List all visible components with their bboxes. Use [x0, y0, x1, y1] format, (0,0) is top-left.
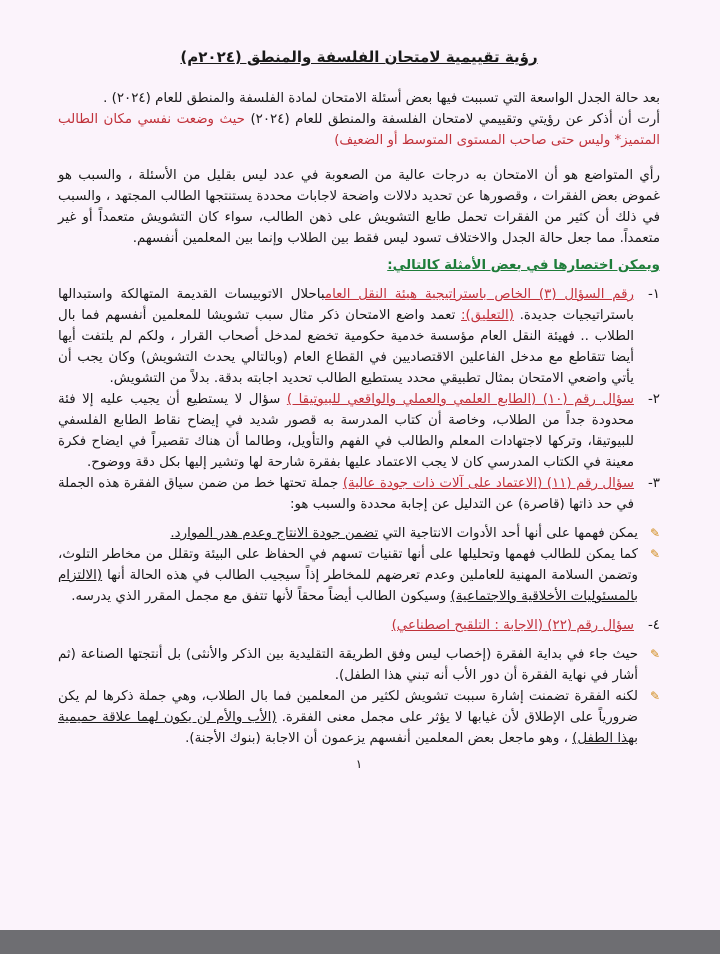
item-text: سؤال رقم (١١) (الاعتماد على آلات ذات جودة عالية) جملة تحتها خط من ضمن سياق الفقرة هذه الجملة في حد ذاتها (قاصرة) عن التدليل عن إجابة محددة والسبب هو:	[58, 476, 635, 512]
list-item	[58, 389, 660, 473]
list-item	[58, 473, 660, 515]
item-4-bullets	[58, 644, 660, 749]
comment-label: (التعليق):	[461, 308, 514, 323]
item-text	[58, 615, 634, 636]
list-item	[58, 615, 660, 636]
bullet-item: ✎ حيث جاء في بداية الفقرة (إخصاب ليس وفق الطريقة التقليدية بين الذكر والأنثى) بل أنتجتها الصناعة (ثم أشار في نهاية الفقرة أن دور الأب أنه تبني هذا الطفل).	[58, 644, 660, 686]
question-label: سؤال رقم (١١) (الاعتماد على آلات ذات جودة عالية)	[342, 476, 635, 491]
bullet-item: ✎ لكنه الفقرة تضمنت إشارة سببت تشويش لكثير من المعلمين فما بال الطلاب، وهي جملة ذكرها لم يكن ضرورياً على الإطلاق لأن غيابها لا يؤثر على مجمل معنى الفقرة. (الأب والأم لن يكون لهما علاقة حميمية بهذا الطفل) ، وهو ماجعل بعض المعلمين أنفسهم يزعمون أن الاجابة (بنوك الأجنة).	[58, 686, 660, 749]
item-3-bullets	[58, 523, 660, 607]
intro-line-1: بعد حالة الجدل الواسعة التي تسببت فيها بعض أسئلة الامتحان لمادة الفلسفة والمنطق للعام (٢٠٢٤) .	[103, 91, 660, 106]
intro-line-2b: حيث وضعت نفسي مكان الطالب المتميز* وليس حتى صاحب المستوى المتوسط أو الضعيف)	[58, 112, 660, 148]
pencil-icon: ✎	[649, 526, 660, 540]
intro-line-2	[58, 109, 660, 151]
page-number: ١	[355, 757, 363, 771]
list-item	[58, 284, 660, 389]
intro-line-2a: أرت أن أذكر عن رؤيتي وتقييمي لامتحان الفلسفة والمنطق للعام (٢٠٢٤)	[250, 112, 660, 127]
section-heading: ويمكن اختصارها في بعض الأمثلة كالتالي:	[387, 258, 660, 273]
pencil-icon: ✎	[649, 647, 660, 661]
item-number: ٢-	[647, 392, 660, 407]
item-number: ١-	[647, 287, 660, 302]
document-title: رؤية تقييمية لامتحان الفلسفة والمنطق (٢٠٢٤م)	[180, 48, 538, 66]
pencil-icon: ✎	[649, 689, 660, 703]
bullet-item: ✎ يمكن فهمها على أنها أحد الأدوات الانتاجية التي تضمن جودة الانتاج وعدم هدر الموارد.	[58, 523, 660, 544]
opinion-paragraph: رأي المتواضع هو أن الامتحان به درجات عالية من الصعوبة في عدد ليس بقليل من الأسئلة ، والسبب هو غموض بعض الفقرات ، وقصورها عن تحديد دلالات واضحة لاجابات محددة يستنتجها الطالب المجتهد ، والسبب في ذلك أن كثير من الفقرات تحمل طابع التشويش على ذهن الطالب، سواء كان التشويش متعمداً أو غير متعمداً. مما جعل حالة الجدل والاختلاف تسود ليس فقط بين الطلاب وإنما بين المعلمين أنفسهم.	[58, 168, 660, 246]
question-label: سؤال رقم (٢٢) (الاجابة : التلقيح اصطناعي)	[391, 618, 634, 633]
question-label: رقم السؤال (٣) الخاص باستراتيجية هيئة النقل العام	[324, 287, 634, 302]
item-number: ٤-	[647, 618, 660, 633]
viewer-bottom-bar	[0, 930, 720, 954]
item-text: سؤال رقم (١٠) (الطابع العلمي والعملي والواقعي للبيوتيقا ) سؤال لا يستطيع أن يجيب عليه إلا فئة محدودة جداً من الطلاب، وخاصة أن كتاب المدرسة به قصور شديد في إيضاح نقاط الطابع الفلسفي للبيوتيقا، وتركها لاجتهادات المعلم والطالب في الفهم والتأويل، وطالما أن هناك تقصيراً في ايضاح فكرة معينة في الكتاب المدرسي كان لا يجب الاعتماد عليها بفقرة شارحة لها وتشير إليها بكل دقة ووضوح.	[58, 392, 634, 470]
pencil-icon: ✎	[649, 547, 660, 561]
question-label: سؤال رقم (١٠) (الطابع العلمي والعملي والواقعي للبيوتيقا )	[286, 392, 634, 407]
item-number: ٣-	[647, 476, 660, 491]
item-text: رقم السؤال (٣) الخاص باستراتيجية هيئة النقل العامباحلال الاتوبيسات القديمة المتهالكة واستبدالها باستراتيجيات جديدة. (التعليق): تعمد واضع الامتحان ذكر مثال سبب تشويشا للمعلمين أنفسهم فما بال الطلاب .. فهيئة النقل العام مؤسسة خدمية حكومية تخضع لمدخل أصحاب القرار ، ولكم لم يلتفت أيها أيضا تتقاطع مع مدخل الفاعلين الاقتصاديين في القطاع العام (وبالتالي يحدث التشويش) وكان يجب أن يأتي واضعي الامتحان بمثال تطبيقي محدد يستطيع الطالب تحديد اجابته بدقة. بدلاً من التشويش.	[58, 287, 634, 386]
bullet-item: ✎ كما يمكن للطالب فهمها وتحليلها على أنها تقنيات تسهم في الحفاظ على البيئة وتقلل من مخاطر التلوث، وتضمن السلامة المهنية للعاملين وعدم تعرضهم للمخاطر إذاً سيجيب الطالب في هذه الحالة أنها (الالتزام بالمسئوليات الأخلاقية والاجتماعية) وسيكون الطالب أيضاً محقاً لأنها تتفق مع مجمل المقرر الذي يدرسه.	[58, 544, 660, 607]
